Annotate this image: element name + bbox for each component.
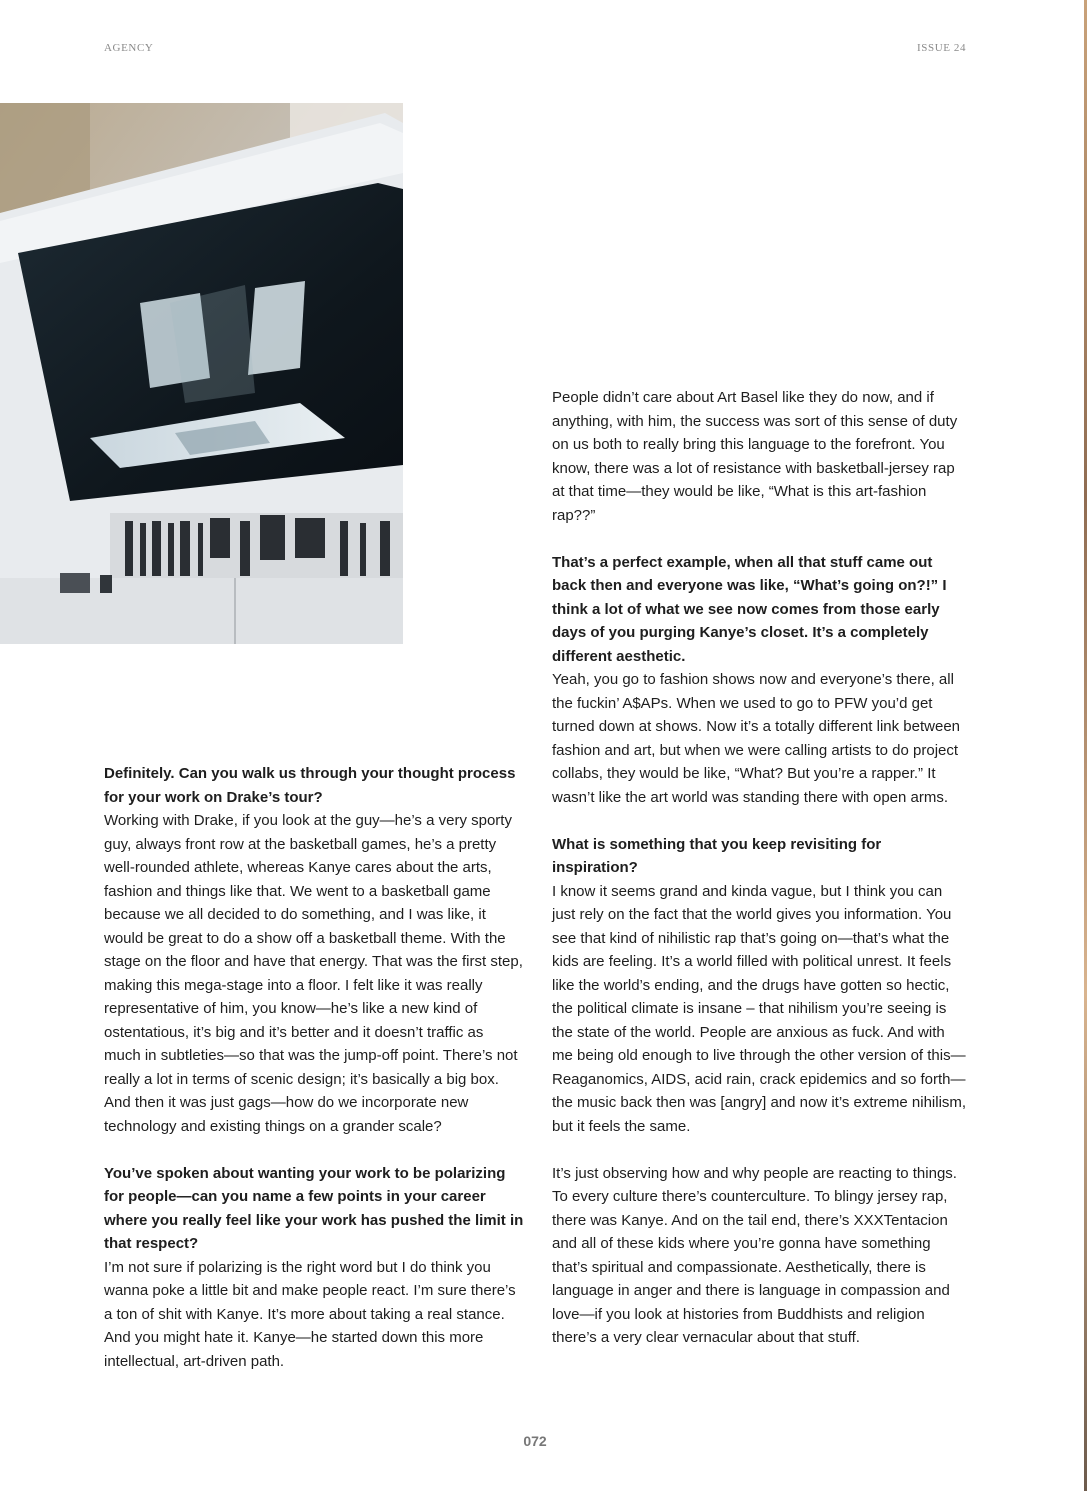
interview-answer: It’s just observing how and why people are reacting to things. To every culture there’s counterculture. To blingy jersey rap, there was Kanye. And on the tail end, there’s XXXTentacion and all of these kids where you’re gonna have something that’s spiritual and compassionate. Aesthetically, there is language in anger and there is language in compassion and love—if you look at histories from Buddhists and religion there’s a very clear vernacular about that stuff. (552, 1164, 957, 1346)
interview-question: You’ve spoken about wanting your work to be polarizing for people—can you name a few points in your career where you really feel like your work has pushed the limit in that respect? (104, 1164, 524, 1252)
interview-question: That’s a perfect example, when all that stuff came out back then and everyone was like, “What’s going on?!” I think a lot of what we see now comes from those early days of you purging Kanye’s closet. It’s a completely different aesthetic. (552, 553, 947, 665)
interview-answer: I’m not sure if polarizing is the right word but I do think you wanna poke a little bit and make people react. I’m sure there’s a ton of shit with Kanye. It’s more about taking a real stance. And you might hate it. Kanye—he started down this more intellectual, art-driven path. (104, 1258, 516, 1370)
continued-answer: People didn’t care about Art Basel like they do now, and if anything, with him, the success was sort of this sense of duty on us both to really bring this language to the forefront. You know, there was a lot of resistance with basketball-jersey rap at that time—they would be like, “What is this art-fashion rap??” (552, 389, 958, 524)
running-head-issue: ISSUE 24 (917, 42, 967, 54)
monitor-stage-design-photo (0, 103, 403, 644)
left-text-column (104, 762, 524, 1373)
right-text-column (548, 386, 968, 1350)
page-number: 072 (523, 1433, 547, 1449)
interview-answer: Yeah, you go to fashion shows now and everyone’s there, all the fuckin’ A$APs. When we used to go to PFW you’d get turned down at shows. Now it’s a totally different link between fashion and art, but when we were calling artists to do project collabs, they would be like, “What? But you’re a rapper.” It wasn’t like the art world was standing there with open arms. (552, 671, 961, 806)
interview-question: What is something that you keep revisiting for inspiration? (552, 835, 882, 876)
interview-question: Definitely. Can you walk us through your thought process for your work on Drake’s tour? (104, 765, 516, 806)
interview-answer: I know it seems grand and kinda vague, but I think you can just rely on the fact that the world gives you information. You see that kind of nihilistic rap that’s going on—that’s what the kids are feeling. It’s a world filled with political unrest. It feels like the world’s ending, and the drugs have gotten so hectic, the political climate is insane – that nihilism you’re seeing is the state of the world. People are anxious as fuck. And with me being old enough to live through the other version of this—Reaganomics, AIDS, acid rain, crack epidemics and so forth—the music back then was [angry] and now it’s extreme nihilism, but it feels the same. (552, 882, 967, 1135)
running-head-magazine-name: AGENCY (104, 42, 154, 54)
interview-answer: Working with Drake, if you look at the guy—he’s a very sporty guy, always front row at the basketball games, he’s a pretty well-rounded athlete, whereas Kanye cares about the arts, fashion and things like that. We went to a basketball game because we all decided to do something, and I was like, it would be great to do a show off a basketball theme. With the stage on the floor and have that energy. That was the first step, making this mega-stage into a floor. I felt like it was really representative of him, you know—he’s like a new kind of ostentatious, it’s big and it’s better and it doesn’t traffic as much in subtleties—so that was the jump-off point. There’s not really a lot in terms of scenic design; it’s basically a big box. And then it was just gags—how do we incorporate new technology and existing things on a grander scale? (104, 812, 523, 1135)
